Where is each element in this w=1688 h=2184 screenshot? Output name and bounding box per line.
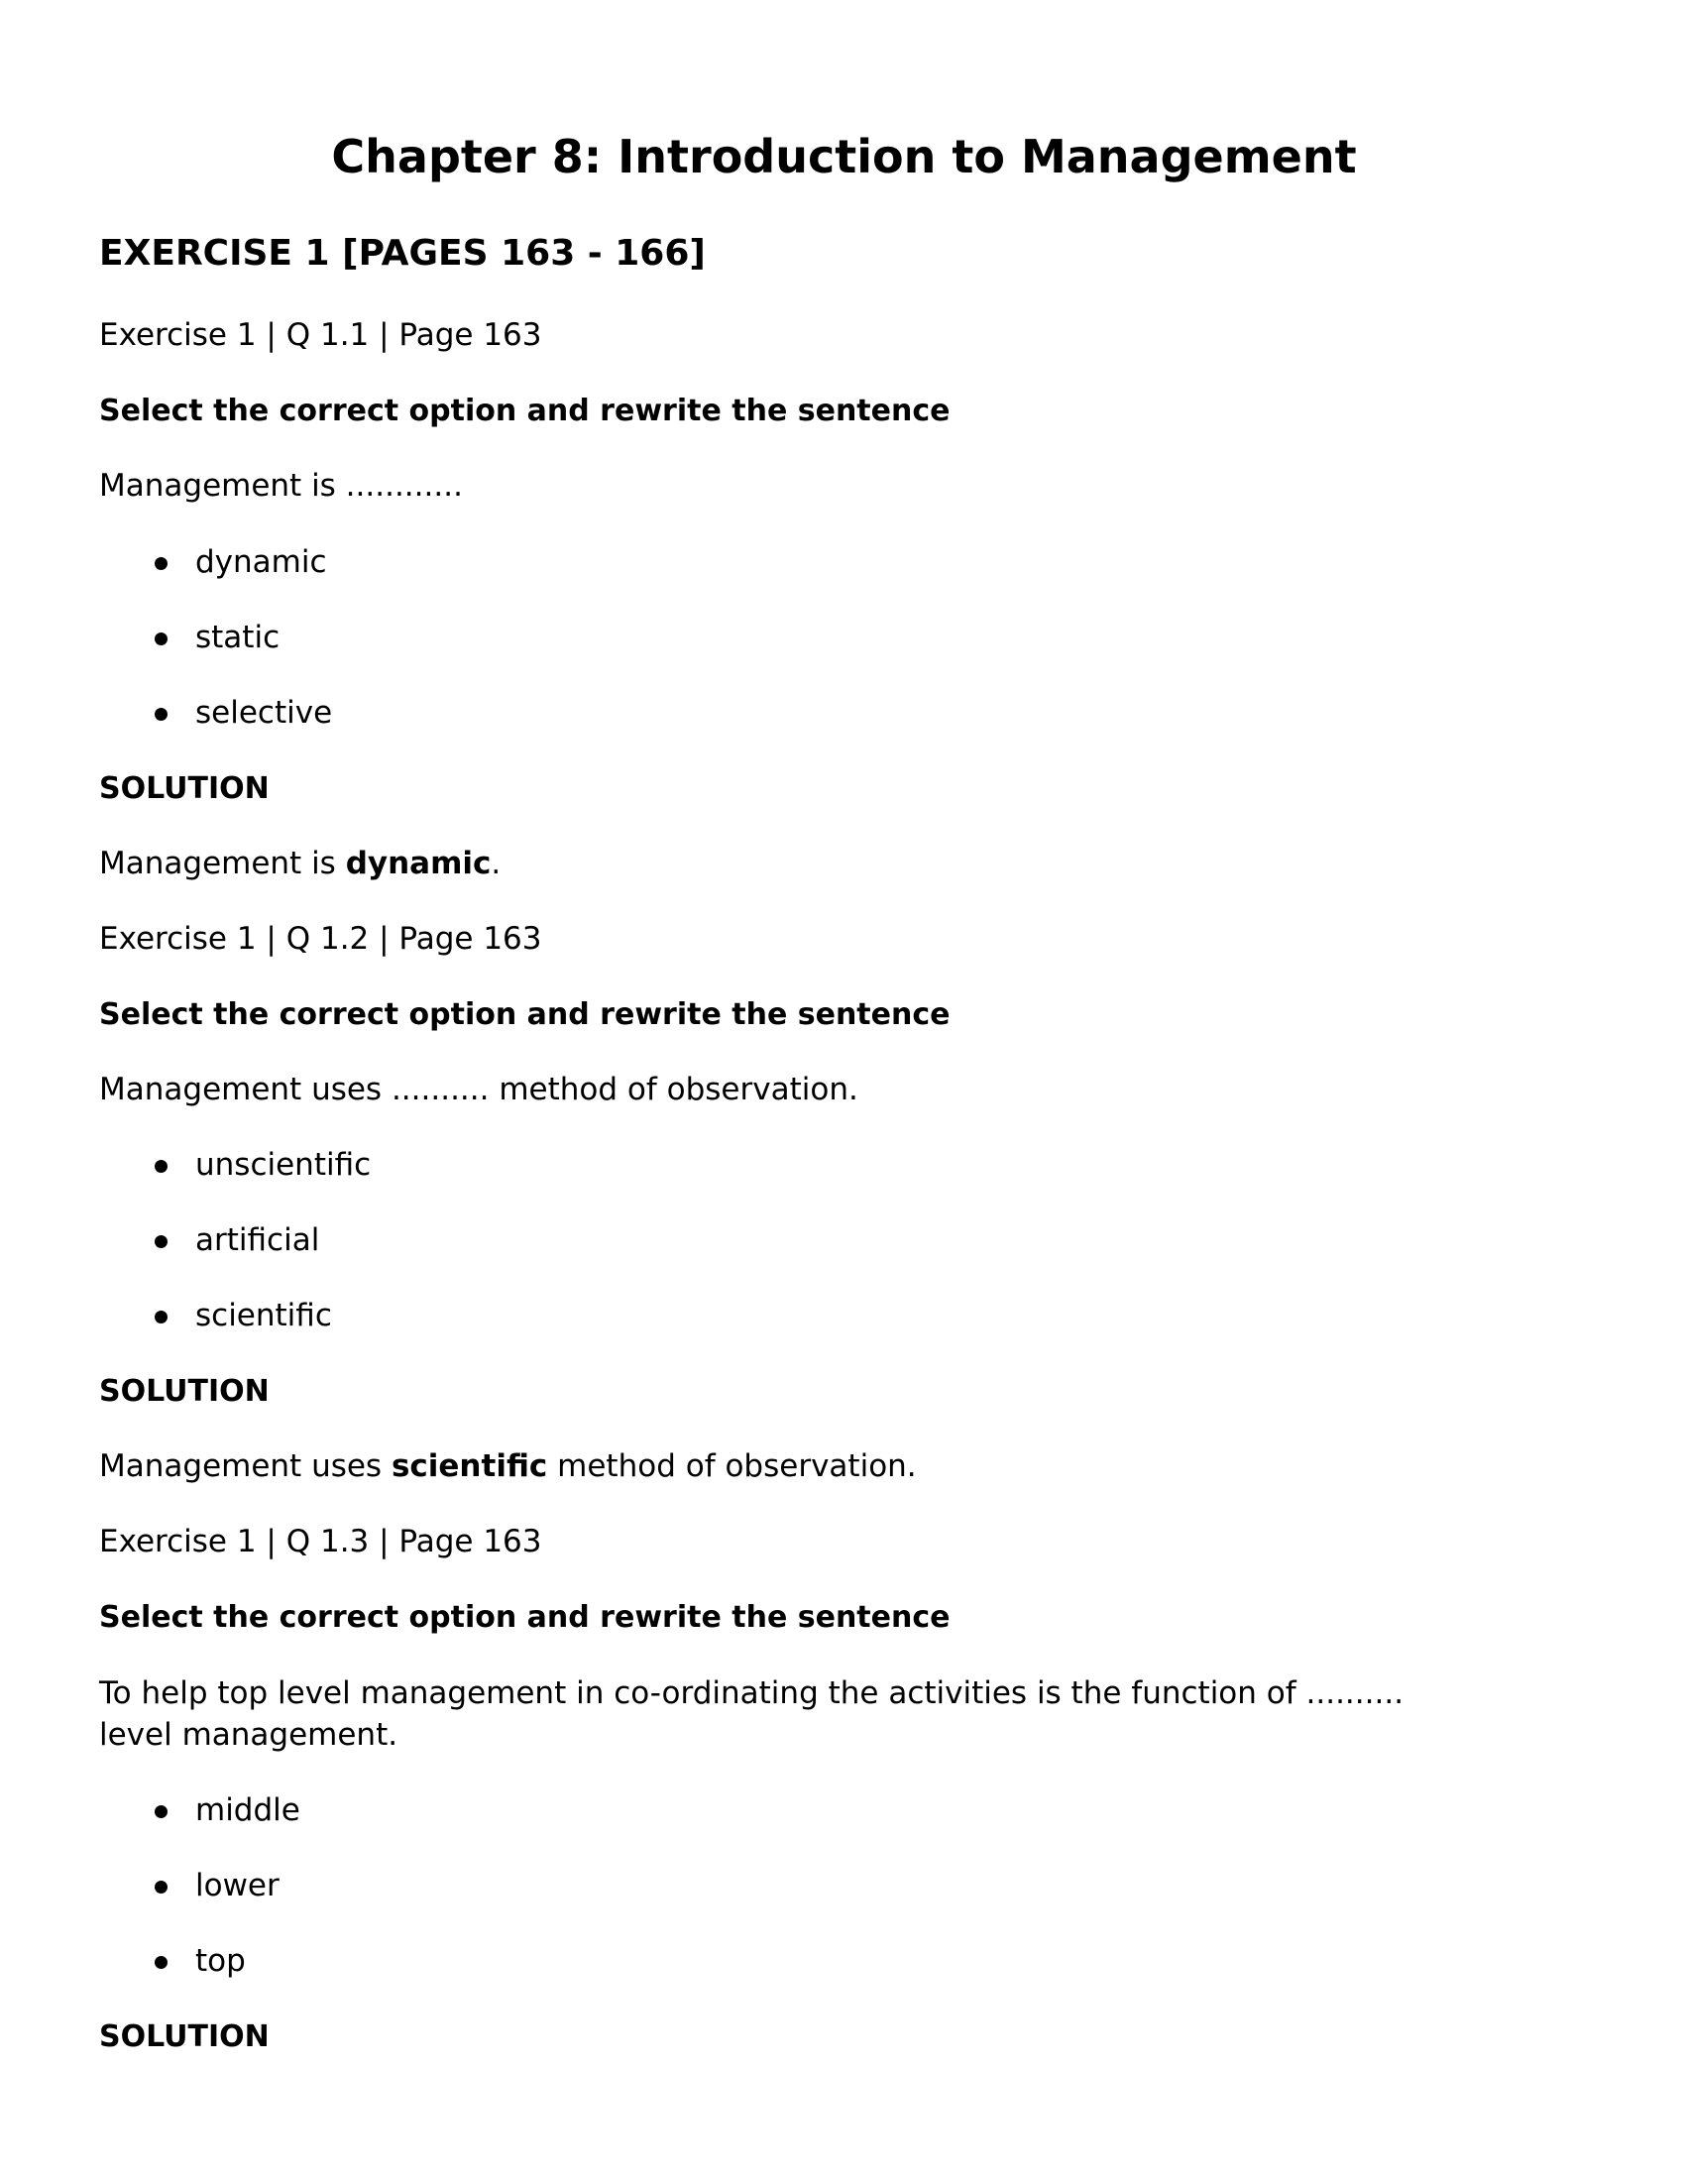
solution-answer xyxy=(99,1448,917,1484)
option-label: middle xyxy=(195,1792,300,1828)
bullet-icon xyxy=(155,1956,168,1969)
option-label: artificial xyxy=(195,1222,320,1258)
option-label: lower xyxy=(195,1868,280,1903)
solution-answer xyxy=(99,846,502,881)
question-reference: Exercise 1 | Q 1.2 | Page 163 xyxy=(99,921,542,957)
answer-highlight: dynamic xyxy=(345,846,492,881)
option-label: unscientific xyxy=(195,1147,372,1183)
option-label: static xyxy=(195,620,281,655)
answer-text: method of observation. xyxy=(547,1448,917,1484)
question-instruction: Select the correct option and rewrite the sentence xyxy=(99,997,951,1032)
answer-text: . xyxy=(491,846,502,881)
option-label: top xyxy=(195,1943,246,1979)
question-text: Management is ............ xyxy=(99,468,463,504)
bullet-icon xyxy=(155,632,168,645)
option-label: selective xyxy=(195,695,333,731)
option-label: scientific xyxy=(195,1298,332,1333)
bullet-icon xyxy=(155,1235,168,1248)
question-instruction: Select the correct option and rewrite the sentence xyxy=(99,1600,951,1635)
bullet-icon xyxy=(155,708,168,721)
question-reference: Exercise 1 | Q 1.1 | Page 163 xyxy=(99,317,542,353)
solution-label: SOLUTION xyxy=(99,771,270,806)
answer-text: Management is xyxy=(99,846,346,881)
question-text: Management uses .......... method of observation. xyxy=(99,1072,858,1107)
exercise-heading: EXERCISE 1 [PAGES 163 - 166] xyxy=(99,233,706,274)
question-text-line-1: To help top level management in co-ordinating the activities is the function of .......... xyxy=(99,1675,1405,1711)
solution-label: SOLUTION xyxy=(99,1374,270,1409)
bullet-icon xyxy=(155,1805,168,1818)
page-title: Chapter 8: Introduction to Management xyxy=(331,130,1357,183)
question-instruction: Select the correct option and rewrite the sentence xyxy=(99,394,951,428)
bullet-icon xyxy=(155,1311,168,1323)
question-reference: Exercise 1 | Q 1.3 | Page 163 xyxy=(99,1524,542,1559)
answer-text: Management uses xyxy=(99,1448,392,1484)
solution-label: SOLUTION xyxy=(99,2019,270,2054)
bullet-icon xyxy=(155,557,168,570)
bullet-icon xyxy=(155,1160,168,1173)
option-label: dynamic xyxy=(195,544,327,580)
bullet-icon xyxy=(155,1881,168,1894)
answer-highlight: scientific xyxy=(391,1448,548,1484)
question-text-line-2: level management. xyxy=(99,1717,398,1753)
